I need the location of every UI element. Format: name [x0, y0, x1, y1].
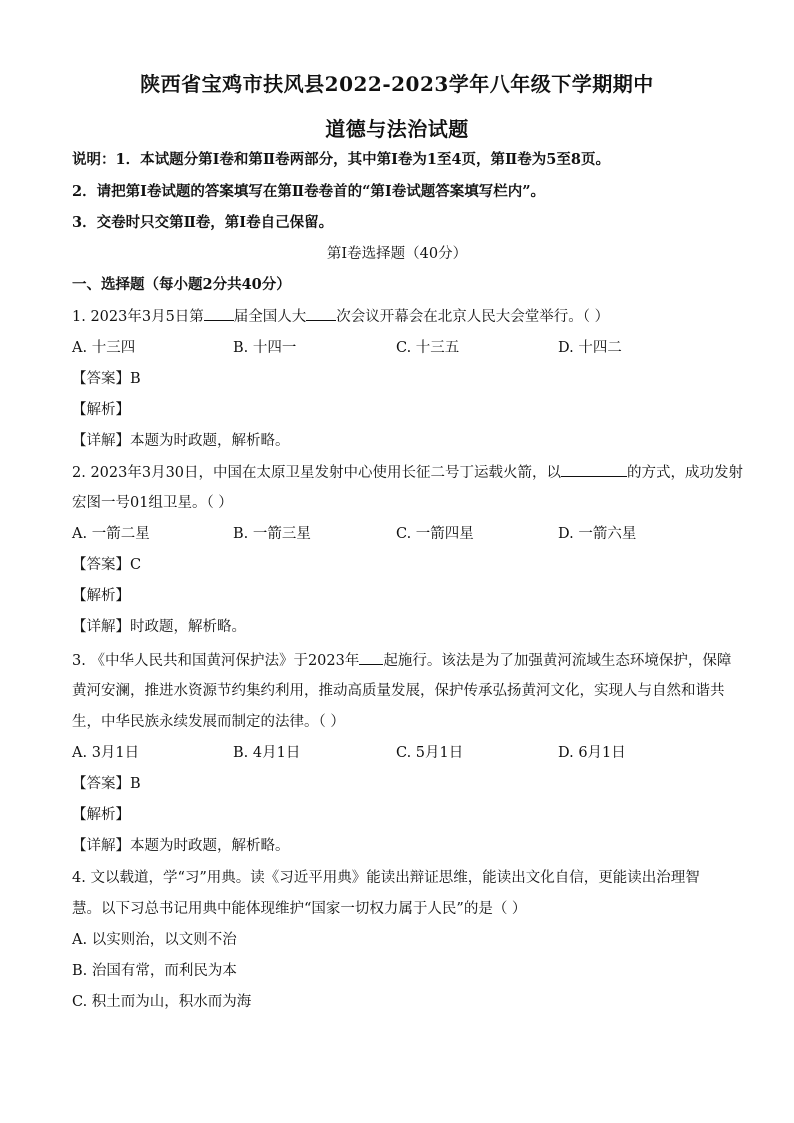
q1-stem-part-b: 届全国人大	[233, 309, 307, 325]
q3-analysis-label: 【解析】	[72, 807, 130, 823]
exam-title-line1: 陕西省宝鸡市扶风县2022-2023学年八年级下学期期中	[140, 72, 654, 96]
q3-detail-text: 本题为时政题，解析略。	[130, 838, 290, 854]
q3-option-b: B. 4月1日	[233, 745, 301, 761]
section-title: 第Ⅰ卷选择题（40分）	[326, 246, 468, 262]
q3-option-a: A. 3月1日	[72, 745, 140, 761]
q1-answer	[72, 369, 732, 389]
q4-option-b: B. 治国有常，而利民为本	[72, 963, 237, 979]
answer-label: 【答案】	[72, 776, 130, 792]
q3-stem-part-b: 起施行。该法是为了加强黄河流域生态环境保护，保障	[383, 653, 732, 669]
detail-label: 【详解】	[72, 433, 130, 449]
q1-option-a: A. 十三四	[72, 340, 136, 356]
q3-option-c: C. 5月1日	[396, 745, 464, 761]
q2-option-b: B. 一箭三星	[233, 526, 311, 542]
q1-option-b: B. 十四一	[233, 340, 297, 356]
q1-analysis-label: 【解析】	[72, 402, 130, 418]
question-1-stem	[72, 306, 732, 327]
q2-option-c: C. 一箭四星	[396, 526, 474, 542]
q2-option-a: A. 一箭二星	[72, 526, 150, 542]
q3-option-d: D. 6月1日	[558, 745, 626, 761]
q1-option-c: C. 十三五	[396, 340, 460, 356]
q2-answer-value: C	[130, 557, 142, 573]
answer-label: 【答案】	[72, 371, 130, 387]
detail-label: 【详解】	[72, 838, 130, 854]
q3-detail	[72, 836, 732, 856]
q1-detail	[72, 431, 732, 451]
q3-stem-part-a: 3. 《中华人民共和国黄河保护法》于2023年	[72, 653, 360, 669]
q3-answer-value: B	[130, 776, 141, 792]
q1-detail-text: 本题为时政题，解析略。	[130, 433, 290, 449]
q1-stem-part-a: 1. 2023年3月5日第	[72, 309, 204, 325]
q2-detail-text: 时政题，解析略。	[130, 619, 246, 635]
q3-stem-line3: 生，中华民族永续发展而制定的法律。（ ）	[72, 714, 345, 730]
question-2-stem	[72, 462, 744, 483]
detail-label: 【详解】	[72, 619, 130, 635]
exam-title-line2: 道德与法治试题	[325, 117, 469, 141]
q3-answer	[72, 774, 732, 794]
q2-answer	[72, 555, 732, 575]
q1-blank-2	[306, 306, 336, 321]
q3-blank	[359, 650, 383, 665]
q2-analysis-label: 【解析】	[72, 588, 130, 604]
instruction-2: 2．请把第Ⅰ卷试题的答案填写在第Ⅱ卷卷首的“第Ⅰ卷试题答案填写栏内”。	[72, 183, 546, 200]
q2-option-d: D. 一箭六星	[558, 526, 637, 542]
q4-stem-line2: 慧。以下习总书记用典中能体现维护“国家一切权力属于人民”的是（ ）	[72, 901, 527, 917]
q4-option-c: C. 积土而为山，积水而为海	[72, 994, 252, 1010]
q3-stem-line2: 黄河安澜，推进水资源节约集约利用，推动高质量发展，保护传承弘扬黄河文化，实现人与自然和谐共	[72, 683, 725, 699]
answer-label: 【答案】	[72, 557, 130, 573]
q4-option-a: A. 以实则治，以文则不治	[72, 932, 237, 948]
part-heading: 一、选择题（每小题2分共40分）	[72, 276, 291, 293]
q1-option-d: D. 十四二	[558, 340, 622, 356]
q2-blank	[561, 462, 627, 477]
q2-stem-part-b: 的方式，成功发射	[627, 465, 744, 481]
q1-blank-1	[204, 306, 234, 321]
instruction-1: 说明：1．本试题分第Ⅰ卷和第Ⅱ卷两部分，其中第Ⅰ卷为1至4页，第Ⅱ卷为5至8页。	[72, 151, 610, 168]
question-3-stem	[72, 650, 732, 671]
q2-stem-line2: 宏图一号01组卫星。（ ）	[72, 495, 233, 511]
q4-stem-line1: 4. 文以载道，学“习”用典。读《习近平用典》能读出辩证思维，能读出文化自信，更能读出治理智	[72, 870, 700, 886]
q2-detail	[72, 617, 732, 637]
q2-stem-part-a: 2. 2023年3月30日，中国在太原卫星发射中心使用长征二号丁运载火箭，以	[72, 465, 562, 481]
q1-answer-value: B	[130, 371, 141, 387]
instruction-3: 3．交卷时只交第Ⅱ卷，第Ⅰ卷自己保留。	[72, 214, 334, 231]
q1-stem-part-c: 次会议开幕会在北京人民大会堂举行。（ ）	[336, 309, 610, 325]
